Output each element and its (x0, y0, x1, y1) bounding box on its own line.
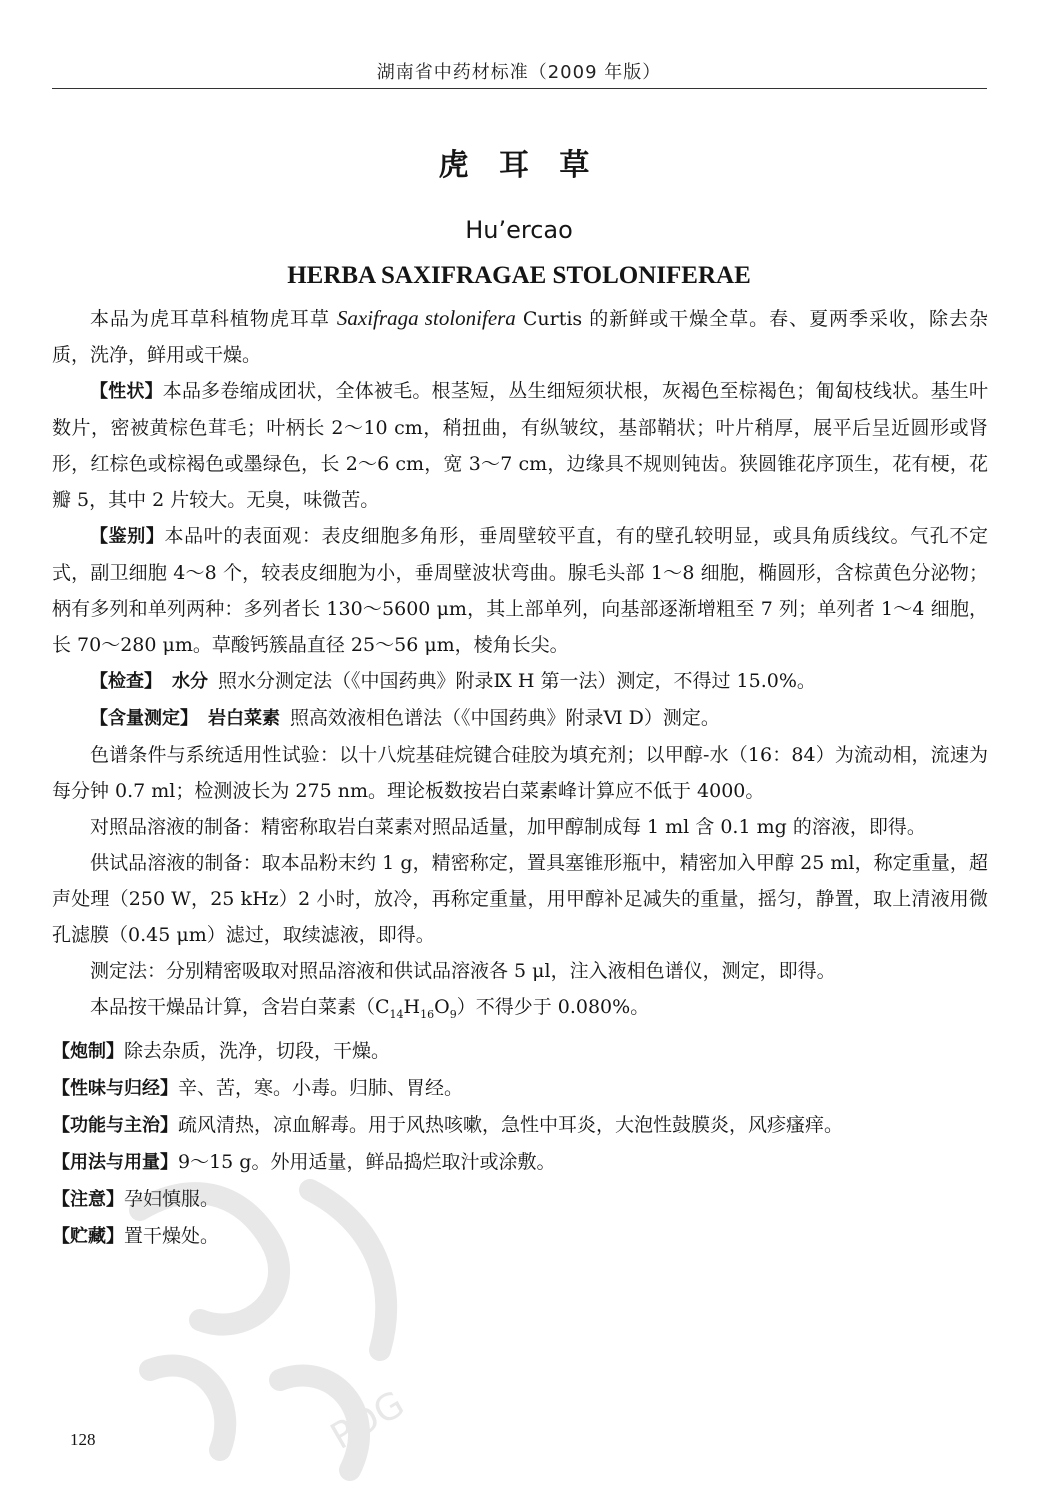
limit-paragraph: 本品按干燥品计算，含岩白菜素$(C_{14}H_{16}O_9)$不得少于 0.080%。 (90, 996, 650, 1021)
section-xingzhuang (52, 373, 988, 518)
section-tag: 【功能与主治】 (52, 1114, 178, 1136)
reference-solution-paragraph: 对照品溶液的制备：精密称取岩白菜素对照品适量，加甲醇制成每 1 ml 含 0.1 mg 的溶液，即得。 (90, 816, 926, 838)
section-tag: 【性状】 (90, 381, 163, 402)
monograph-latin-title: HERBA SAXIFRAGAE STOLONIFERAE (287, 262, 751, 289)
section-jiancha (52, 663, 988, 700)
watermark-stamp (80, 1150, 480, 1490)
intro-paragraph: 本品为虎耳草科植物虎耳草 Saxifraga stolonifera Curtis 的新鲜或干燥全草。春、夏两季采收，除去杂质，洗净，鲜用或干燥。 (52, 306, 988, 366)
watermark-text: PDG (324, 1383, 412, 1458)
section-text: 置干燥处。 (124, 1224, 220, 1247)
section-text: 辛、苦，寒。小毒。归肺、胃经。 (178, 1076, 464, 1099)
section-tag: 【用法与用量】 (52, 1151, 178, 1173)
section-xingwei (52, 1070, 988, 1107)
section-text: 本品叶的表面观：表皮细胞多角形，垂周壁较平直，有的壁孔较明显，或具角质线纹。气孔不定式，副卫细胞 4～8 个，较表皮细胞为小，垂周壁波状弯曲。腺毛头部 1～8 细胞，椭圆形，含棕黄色分泌物；柄有多列和单列两种：多列者长 130～5600 μm，其上部单列，向基部逐渐增粗至 7 列；单列者 1～4 细胞，长 70～280 μm。草酸钙簇晶直径 25～56 μm，棱角长尖。 (52, 525, 988, 656)
section-text: 照高效液相色谱法（《中国药典》附录Ⅵ D）测定。 (290, 707, 720, 729)
section-subtitle: 岩白菜素 (208, 708, 280, 729)
method-paragraph: 测定法：分别精密吸取对照品溶液和供试品溶液各 5 μl，注入液相色谱仪，测定，即得。 (90, 960, 836, 982)
section-tag: 【鉴别】 (90, 526, 165, 547)
section-gongneng (52, 1107, 988, 1144)
section-subtitle: 水分 (172, 671, 208, 692)
section-text: 除去杂质，洗净，切段，干燥。 (124, 1039, 391, 1062)
section-text: 孕妇慎服。 (124, 1187, 220, 1210)
section-text: 疏风清热，凉血解毒。用于风热咳嗽，急性中耳炎，大泡性鼓膜炎，风疹瘙痒。 (178, 1113, 844, 1136)
monograph-title: 虎 耳 草 (438, 148, 600, 183)
section-tag: 【检查】 (90, 671, 162, 692)
sample-solution-paragraph: 供试品溶液的制备：取本品粉末约 1 g，精密称定，置具塞锥形瓶中，精密加入甲醇 25 ml，称定重量，超声处理（250 W，25 kHz）2 小时，放冷，再称定重量，用甲醇补足减失的重量，摇匀，静置，取上清液用微孔滤膜（0.45 μm）滤过，取续滤液，即得。 (52, 852, 988, 946)
section-text: 本品多卷缩成团状，全体被毛。根茎短，丛生细短须状根，灰褐色至棕褐色；匍匐枝线状。基生叶数片，密被黄棕色茸毛；叶柄长 2～10 cm，稍扭曲，有纵皱纹，基部鞘状；叶片稍厚，展平后呈近圆形或肾形，红棕色或棕褐色或墨绿色，长 2～6 cm，宽 3～7 cm，边缘具不规则钝齿。狭圆锥花序顶生，花有梗，花瓣 5，其中 2 片较大。无臭，味微苦。 (52, 380, 988, 511)
section-text: 照水分测定法（《中国药典》附录Ⅸ H 第一法）测定，不得过 15.0%。 (218, 670, 816, 692)
section-text: 9～15 g。外用适量，鲜品捣烂取汁或涂敷。 (178, 1150, 556, 1173)
chromatography-paragraph: 色谱条件与系统适用性试验：以十八烷基硅烷键合硅胶为填充剂；以甲醇-水（16：84）为流动相，流速为每分钟 0.7 ml；检测波长为 275 nm。理论板数按岩白菜素峰计算应不低于 4000。 (52, 744, 988, 802)
section-tag: 【含量测定】 (90, 708, 198, 729)
monograph-pinyin: Hu’ercao (465, 216, 573, 244)
header-rule (52, 88, 987, 89)
monograph-body (52, 300, 988, 1255)
section-hanliang (52, 700, 988, 737)
section-tag: 【性味与归经】 (52, 1077, 178, 1099)
running-header: 湖南省中药材标准（2009 年版） (376, 62, 662, 83)
section-tag: 【贮藏】 (52, 1225, 124, 1247)
page-number: 128 (70, 1430, 96, 1449)
section-tag: 【注意】 (52, 1188, 124, 1210)
section-jianbie (52, 518, 988, 663)
species-name: Saxifraga stolonifera (336, 306, 516, 330)
section-paozhi (52, 1033, 988, 1070)
section-tag: 【炮制】 (52, 1040, 124, 1062)
